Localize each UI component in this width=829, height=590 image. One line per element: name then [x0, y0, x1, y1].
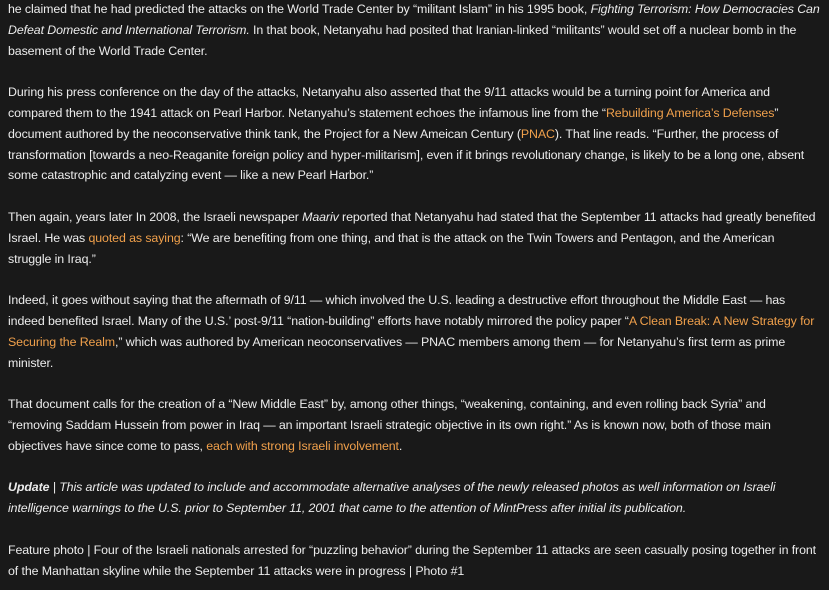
- paragraph-text: Then again, years later In 2008, the Israeli newspaper: [8, 209, 303, 224]
- update-label: Update: [8, 480, 50, 495]
- book-title: Fighting Terrorism: How Democracies Can Defeat Domestic and International Terrorism.: [8, 2, 820, 37]
- paragraph-text: In that book, Netanyahu had posited that Iranian-linked “militants” would set off a nuclear bomb in the basement of the World Trade Center.: [8, 22, 797, 58]
- update-note: [8, 477, 821, 519]
- link-quoted-as-saying[interactable]: quoted as saying: [88, 230, 181, 245]
- link-clean-break[interactable]: A Clean Break: A New Strategy for Securing the Realm: [8, 313, 815, 349]
- paragraph-text: .: [398, 438, 403, 453]
- link-pnac[interactable]: PNAC: [520, 126, 555, 141]
- paragraph-text: That document calls for the creation of a “New Middle East” by, among other things, “weakening, containing, and even rolling back Syria” and “removing Saddam Hussein from power in Iraq — an important Israeli strategic objective in its own right.” As is known now, both of those main objectives have since come to pass,: [8, 397, 771, 453]
- paragraph-text: ” document authored by the neoconservative think tank, the Project for a New Ameican Century (: [8, 105, 779, 141]
- feature-photo-caption: [8, 540, 821, 582]
- paragraph-pearl-harbor: [8, 82, 821, 186]
- paragraph-text: Indeed, it goes without saying that the aftermath of 9/11 — which involved the U.S. leading a destructive effort throughout the Middle East — has indeed benefited Israel. Many of the U.S.’ post-9/11 “nation-building” efforts have notably mirrored the policy paper “: [8, 293, 786, 328]
- paragraph-maariv: [8, 207, 821, 269]
- newspaper-name: Maariv: [302, 209, 339, 224]
- caption-text: Feature photo | Four of the Israeli nationals arrested for “puzzling behavior” during the September 11 attacks are seen casually posing together in front of the Manhattan skyline while the September 11 attacks were in progress | Photo #1: [8, 542, 817, 578]
- paragraph-book-claim: [8, 0, 821, 61]
- link-israeli-involvement[interactable]: each with strong Israeli involvement: [206, 438, 399, 453]
- paragraph-text: During his press conference on the day of the attacks, Netanyahu also asserted that the 9/11 attacks would be a turning point for America and compared them to the 1941 attack on Pearl Harbor. Netanyahu’s statement echoes the infamous line from the “: [8, 85, 770, 120]
- link-rebuilding-americas-defenses[interactable]: Rebuilding America’s Defenses: [605, 105, 775, 120]
- paragraph-text: ,” which was authored by American neoconservatives — PNAC members among them — for Netanyahu’s first term as prime minister.: [8, 334, 786, 370]
- paragraph-new-middle-east: [8, 394, 821, 456]
- paragraph-text: reported that Netanyahu had stated that the September 11 attacks had greatly benefited Israel. He was: [8, 209, 816, 245]
- paragraph-text: he claimed that he had predicted the attacks on the World Trade Center by “militant Islam” in his 1995 book,: [8, 2, 591, 16]
- paragraph-text: : “We are benefiting from one thing, and that is the attack on the Twin Towers and Pentagon, and the American struggle in Iraq.”: [8, 230, 775, 266]
- update-text: | This article was updated to include and accommodate alternative analyses of the newly released photos as well information on Israeli intelligence warnings to the U.S. prior to September 11, 2001 that came to the attention of MintPress after initial its publication.: [8, 480, 776, 516]
- paragraph-text: ). That line reads. “Further, the process of transformation [towards a neo-Reaganite foreign policy and hyper-militarism], even if it brings revolutionary change, is likely to be a long one, absent some catastrophic and catalyzing event — like a new Pearl Harbor.”: [8, 126, 805, 183]
- paragraph-aftermath: [8, 290, 821, 373]
